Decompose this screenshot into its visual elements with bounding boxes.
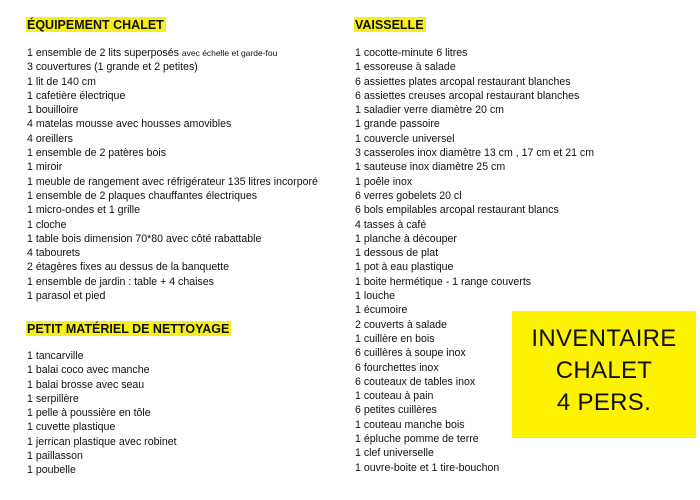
list-item: 6 fourchettes inox (355, 361, 439, 374)
list-item: 6 assiettes plates arcopal restaurant blanches (355, 75, 571, 88)
list-item-text: 1 cloche (27, 218, 67, 231)
list-item-text: 1 ensemble de 2 lits superposés (27, 47, 182, 59)
list-item: 1 cocotte-minute 6 litres (355, 47, 468, 59)
nettoyage-list (27, 349, 177, 478)
list-item: 2 couverts à salade (355, 318, 447, 331)
section-heading-vaisselle: VAISSELLE (355, 18, 424, 32)
list-item (27, 75, 318, 89)
list-item: 1 poêle inox (355, 175, 413, 188)
list-item (27, 218, 318, 232)
list-item-text: 1 cafetière électrique (27, 89, 126, 102)
list-item: 1 pot à eau plastique (355, 261, 454, 274)
list-item: 1 paillasson (27, 450, 83, 463)
list-item-text: 2 étagères fixes au dessus de la banquette (27, 261, 230, 274)
list-item: 1 essoreuse à salade (355, 61, 456, 74)
list-item: 6 couteaux de tables inox (355, 375, 476, 388)
list-item: 1 poubelle (27, 464, 76, 477)
list-item (27, 246, 318, 260)
list-item-text: 4 oreillers (27, 132, 73, 145)
list-item: 1 dessous de plat (355, 247, 439, 260)
list-item-text: 3 couvertures (1 grande et 2 petites) (27, 61, 198, 74)
section-heading-nettoyage: PETIT MATÉRIEL DE NETTOYAGE (27, 322, 230, 336)
list-item-text: 1 table bois dimension 70*80 avec côté rabattable (27, 232, 262, 245)
list-item: 1 pelle à poussière en tôle (27, 407, 151, 420)
list-item (27, 260, 318, 274)
list-item (27, 103, 318, 117)
title-line-1: INVENTAIRE (531, 325, 677, 352)
list-item: 3 casseroles inox diamètre 13 cm , 17 cm et 21 cm (355, 147, 595, 160)
list-item: 6 petites cuillères (355, 404, 437, 417)
list-item (27, 189, 318, 203)
list-item (27, 60, 318, 74)
list-item-text: 1 parasol et pied (27, 290, 106, 303)
list-item (27, 160, 318, 174)
list-item-text: 1 ensemble de 2 plaques chauffantes électriques (27, 189, 258, 202)
list-item (27, 203, 318, 217)
list-item-text: 1 miroir (27, 161, 63, 174)
list-item-text: 4 tabourets (27, 247, 81, 260)
list-item: 1 sauteuse inox diamètre 25 cm (355, 161, 506, 174)
section-heading-equipement: ÉQUIPEMENT CHALET (27, 18, 164, 32)
list-item: 6 assiettes creuses arcopal restaurant blanches (355, 89, 580, 102)
list-item: 1 cuvette plastique (27, 421, 116, 434)
list-item-note: avec échelle et garde-fou (181, 48, 278, 58)
list-item: 1 ouvre-boite et 1 tire-bouchon (355, 461, 500, 474)
list-item: 1 écumoire (355, 304, 408, 317)
list-item: 1 clef universelle (355, 447, 434, 460)
list-item: 1 jerrican plastique avec robinet (27, 435, 177, 448)
list-item (27, 175, 318, 189)
inventory-title-box (512, 311, 696, 438)
list-item: 6 verres gobelets 20 cl (355, 189, 462, 202)
list-item-text: 1 lit de 140 cm (27, 75, 96, 88)
list-item (27, 146, 318, 160)
list-item (27, 132, 318, 146)
list-item: 4 tasses à café (355, 218, 427, 231)
list-item: 1 balai coco avec manche (27, 364, 150, 377)
list-item (27, 117, 318, 131)
list-item: 1 couteau à pain (355, 390, 434, 403)
list-item-text: 4 matelas mousse avec housses amovibles (27, 118, 232, 131)
list-item: 1 grande passoire (355, 118, 440, 131)
list-item-text: 1 ensemble de 2 patères bois (27, 147, 166, 160)
equipement-list (27, 46, 318, 303)
list-item-text: 1 meuble de rangement avec réfrigérateur 135 litres incorporé (27, 175, 318, 188)
list-item: 1 couteau manche bois (355, 418, 465, 431)
list-item: 1 planche à découper (355, 232, 457, 245)
title-line-2: CHALET (555, 357, 653, 384)
list-item: 1 saladier verre diamètre 20 cm (355, 104, 504, 117)
list-item: 1 serpillère (27, 392, 79, 405)
list-item: 1 balai brosse avec seau (27, 378, 145, 391)
title-line-3: 4 PERS. (556, 389, 652, 416)
list-item: 6 bols empilables arcopal restaurant blancs (355, 204, 559, 217)
list-item: 1 cuillère en bois (355, 332, 435, 345)
list-item: 1 épluche pomme de terre (355, 433, 479, 446)
list-item (27, 275, 318, 289)
list-item-text: 1 ensemble de jardin : table + 4 chaises (27, 275, 214, 288)
list-item: 6 cuillères à soupe inox (355, 347, 466, 360)
list-item: 1 couvercle universel (355, 132, 455, 145)
list-item: 1 louche (355, 290, 396, 303)
list-item: 1 boite hermétique - 1 range couverts (355, 275, 532, 288)
list-item-text: 1 bouilloire (27, 104, 79, 117)
list-item-text: 1 micro-ondes et 1 grille (27, 204, 141, 217)
list-item (27, 289, 318, 303)
list-item: 1 tancarville (27, 350, 84, 362)
list-item (27, 46, 318, 60)
list-item (27, 89, 318, 103)
list-item (27, 232, 318, 246)
